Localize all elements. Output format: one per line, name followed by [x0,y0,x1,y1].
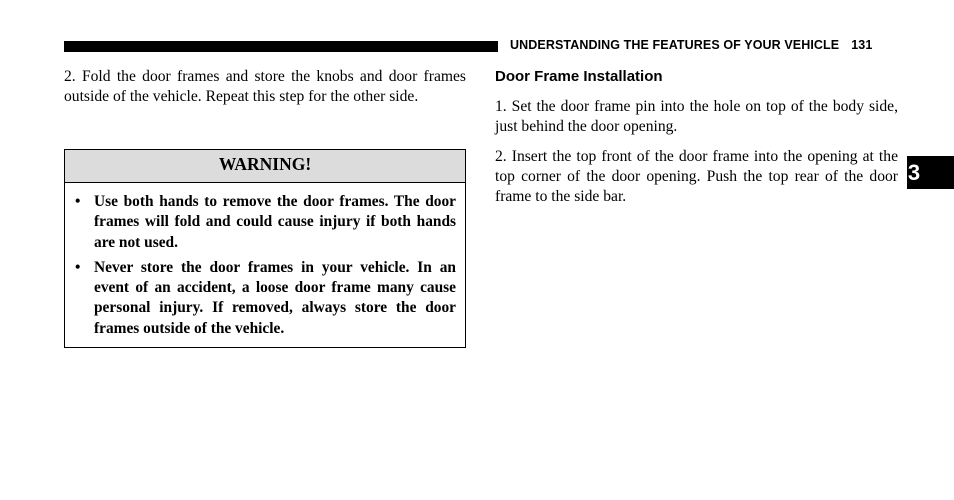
bullet-icon: • [75,258,81,276]
header-rule-bar [64,41,498,52]
bullet-icon: • [75,193,81,210]
warning-list [65,183,465,339]
section-heading: Door Frame Installation [495,68,663,85]
right-column [495,67,898,207]
install-step-1: 1. Set the door frame pin into the hole on top of the body side, just behind the door opening. [495,98,898,136]
warning-item [74,258,456,339]
chapter-tab [907,156,954,189]
running-header [510,38,872,52]
chapter-number: 3 [907,160,921,185]
warning-item-text: Use both hands to remove the door frames. The door frames will fold and could cause injury if both hands are not used. [94,193,456,251]
warning-title: WARNING! [65,150,465,183]
install-step-2: 2. Insert the top front of the door frame into the opening at the top corner of the door opening. Push the top rear of the door frame to the side bar. [495,147,898,206]
page-number: 131 [851,38,873,52]
warning-box [64,149,466,348]
left-step-paragraph: 2. Fold the door frames and store the knobs and door frames outside of the vehicle. Repeat this step for the other side. [64,68,466,106]
warning-item-text: Never store the door frames in your vehicle. In an event of an accident, a loose door frame many cause personal injury. If removed, always store the door frames outside of the vehicle. [94,258,456,337]
header-title: UNDERSTANDING THE FEATURES OF YOUR VEHICLE [510,38,840,52]
left-column [64,67,466,108]
warning-item [74,192,456,253]
